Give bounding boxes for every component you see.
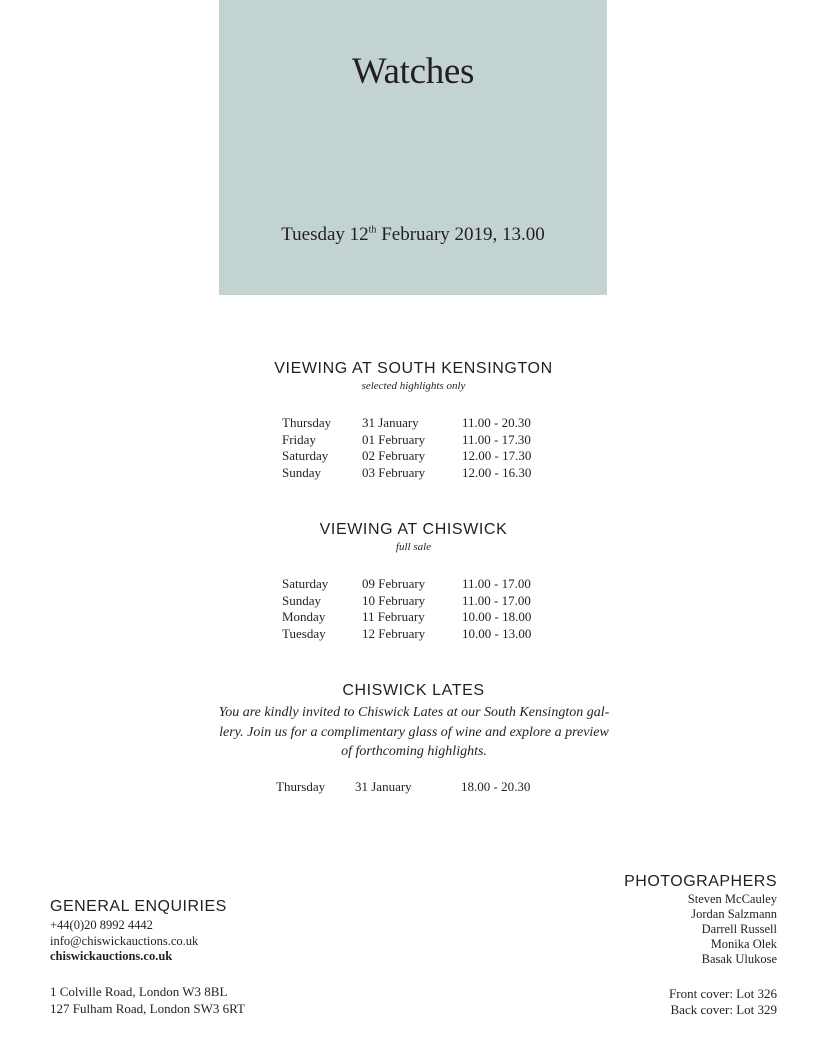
sale-date-ordinal: th xyxy=(368,224,377,236)
viewing-ch-subheading: full sale xyxy=(395,541,432,553)
viewing-sk-subheading: selected highlights only xyxy=(361,380,466,392)
schedule-time: 11.00 - 17.00 xyxy=(462,592,531,608)
photographers-heading: PHOTOGRAPHERS xyxy=(624,873,777,890)
schedule-row xyxy=(282,593,552,610)
schedule-day: Monday xyxy=(282,609,326,625)
schedule-date: 12 February xyxy=(362,625,426,641)
schedule-row xyxy=(282,415,552,432)
enquiries-website[interactable]: chiswickauctions.co.uk xyxy=(50,949,173,963)
general-enquiries xyxy=(50,897,227,965)
back-cover-credit: Back cover: Lot 329 xyxy=(670,1002,777,1017)
sale-title: Watches xyxy=(351,51,475,92)
sale-date-suffix: February 2019, 13.00 xyxy=(376,224,545,245)
schedule-day: Sunday xyxy=(282,464,321,480)
photographer-name: Steven McCauley xyxy=(687,892,777,906)
addresses xyxy=(50,983,245,1017)
schedule-day: Thursday xyxy=(276,779,326,794)
schedule-date: 10 February xyxy=(362,592,426,608)
schedule-row xyxy=(282,626,552,643)
schedule-date: 01 February xyxy=(362,431,426,447)
address-line: 127 Fulham Road, London SW3 6RT xyxy=(50,1001,245,1016)
schedule-day: Thursday xyxy=(282,415,332,430)
schedule-time: 12.00 - 17.30 xyxy=(462,448,532,464)
schedule-date: 09 February xyxy=(362,576,426,591)
hero-panel xyxy=(219,0,607,295)
schedule-row xyxy=(282,465,552,482)
schedule-date: 03 February xyxy=(362,464,426,480)
schedule-date: 31 January xyxy=(355,779,412,794)
lates-description-line: of forthcoming highlights. xyxy=(341,744,487,759)
lates-description-line: You are kindly invited to Chiswick Lates at our South Kensington gal- xyxy=(218,705,610,720)
enquiries-phone[interactable]: +44(0)20 8992 4442 xyxy=(50,918,153,932)
schedule-row xyxy=(282,432,552,449)
lates-heading: CHISWICK LATES xyxy=(342,682,485,699)
viewing-ch-header xyxy=(0,521,827,553)
schedule-date: 31 January xyxy=(362,415,419,430)
schedule-time: 10.00 - 18.00 xyxy=(462,609,532,625)
schedule-row xyxy=(282,609,552,626)
schedule-day: Sunday xyxy=(282,592,321,608)
photographer-name: Basak Ulukose xyxy=(701,952,777,966)
schedule-date: 02 February xyxy=(362,448,426,464)
schedule-time: 10.00 - 13.00 xyxy=(462,625,532,641)
front-cover-credit: Front cover: Lot 326 xyxy=(669,986,777,1001)
cover-credits xyxy=(669,986,777,1018)
photographers xyxy=(624,872,777,967)
schedule-time: 18.00 - 20.30 xyxy=(461,779,531,794)
viewing-sk-heading: VIEWING AT SOUTH KENSINGTON xyxy=(274,360,553,377)
viewing-sk-schedule xyxy=(282,415,552,481)
sale-date-prefix: Tuesday 12 xyxy=(281,224,369,245)
photographer-name: Monika Olek xyxy=(710,937,777,951)
lates-description xyxy=(214,703,614,762)
viewing-ch-schedule xyxy=(282,576,552,642)
lates-schedule xyxy=(276,779,556,796)
schedule-day: Saturday xyxy=(282,448,329,464)
lates-description-line: lery. Join us for a complimentary glass of wine and explore a preview xyxy=(219,724,609,740)
schedule-row xyxy=(276,779,556,796)
photographer-name: Jordan Salzmann xyxy=(691,907,777,921)
schedule-day: Saturday xyxy=(282,576,329,591)
viewing-ch-heading: VIEWING AT CHISWICK xyxy=(319,521,508,538)
enquiries-email[interactable]: info@chiswickauctions.co.uk xyxy=(50,933,199,948)
schedule-day: Friday xyxy=(282,431,316,447)
schedule-day: Tuesday xyxy=(282,625,326,641)
lates-header xyxy=(0,682,827,700)
schedule-row xyxy=(282,576,552,593)
schedule-date: 11 February xyxy=(362,609,425,625)
enquiries-heading: GENERAL ENQUIRIES xyxy=(50,898,227,915)
schedule-row xyxy=(282,448,552,465)
schedule-time: 11.00 - 17.00 xyxy=(462,576,531,591)
schedule-time: 11.00 - 20.30 xyxy=(462,415,531,430)
viewing-sk-header xyxy=(0,360,827,392)
sale-date xyxy=(219,224,607,246)
photographer-name: Darrell Russell xyxy=(701,922,777,936)
schedule-time: 11.00 - 17.30 xyxy=(462,431,531,447)
address-line: 1 Colville Road, London W3 8BL xyxy=(50,984,228,999)
schedule-time: 12.00 - 16.30 xyxy=(462,464,532,480)
